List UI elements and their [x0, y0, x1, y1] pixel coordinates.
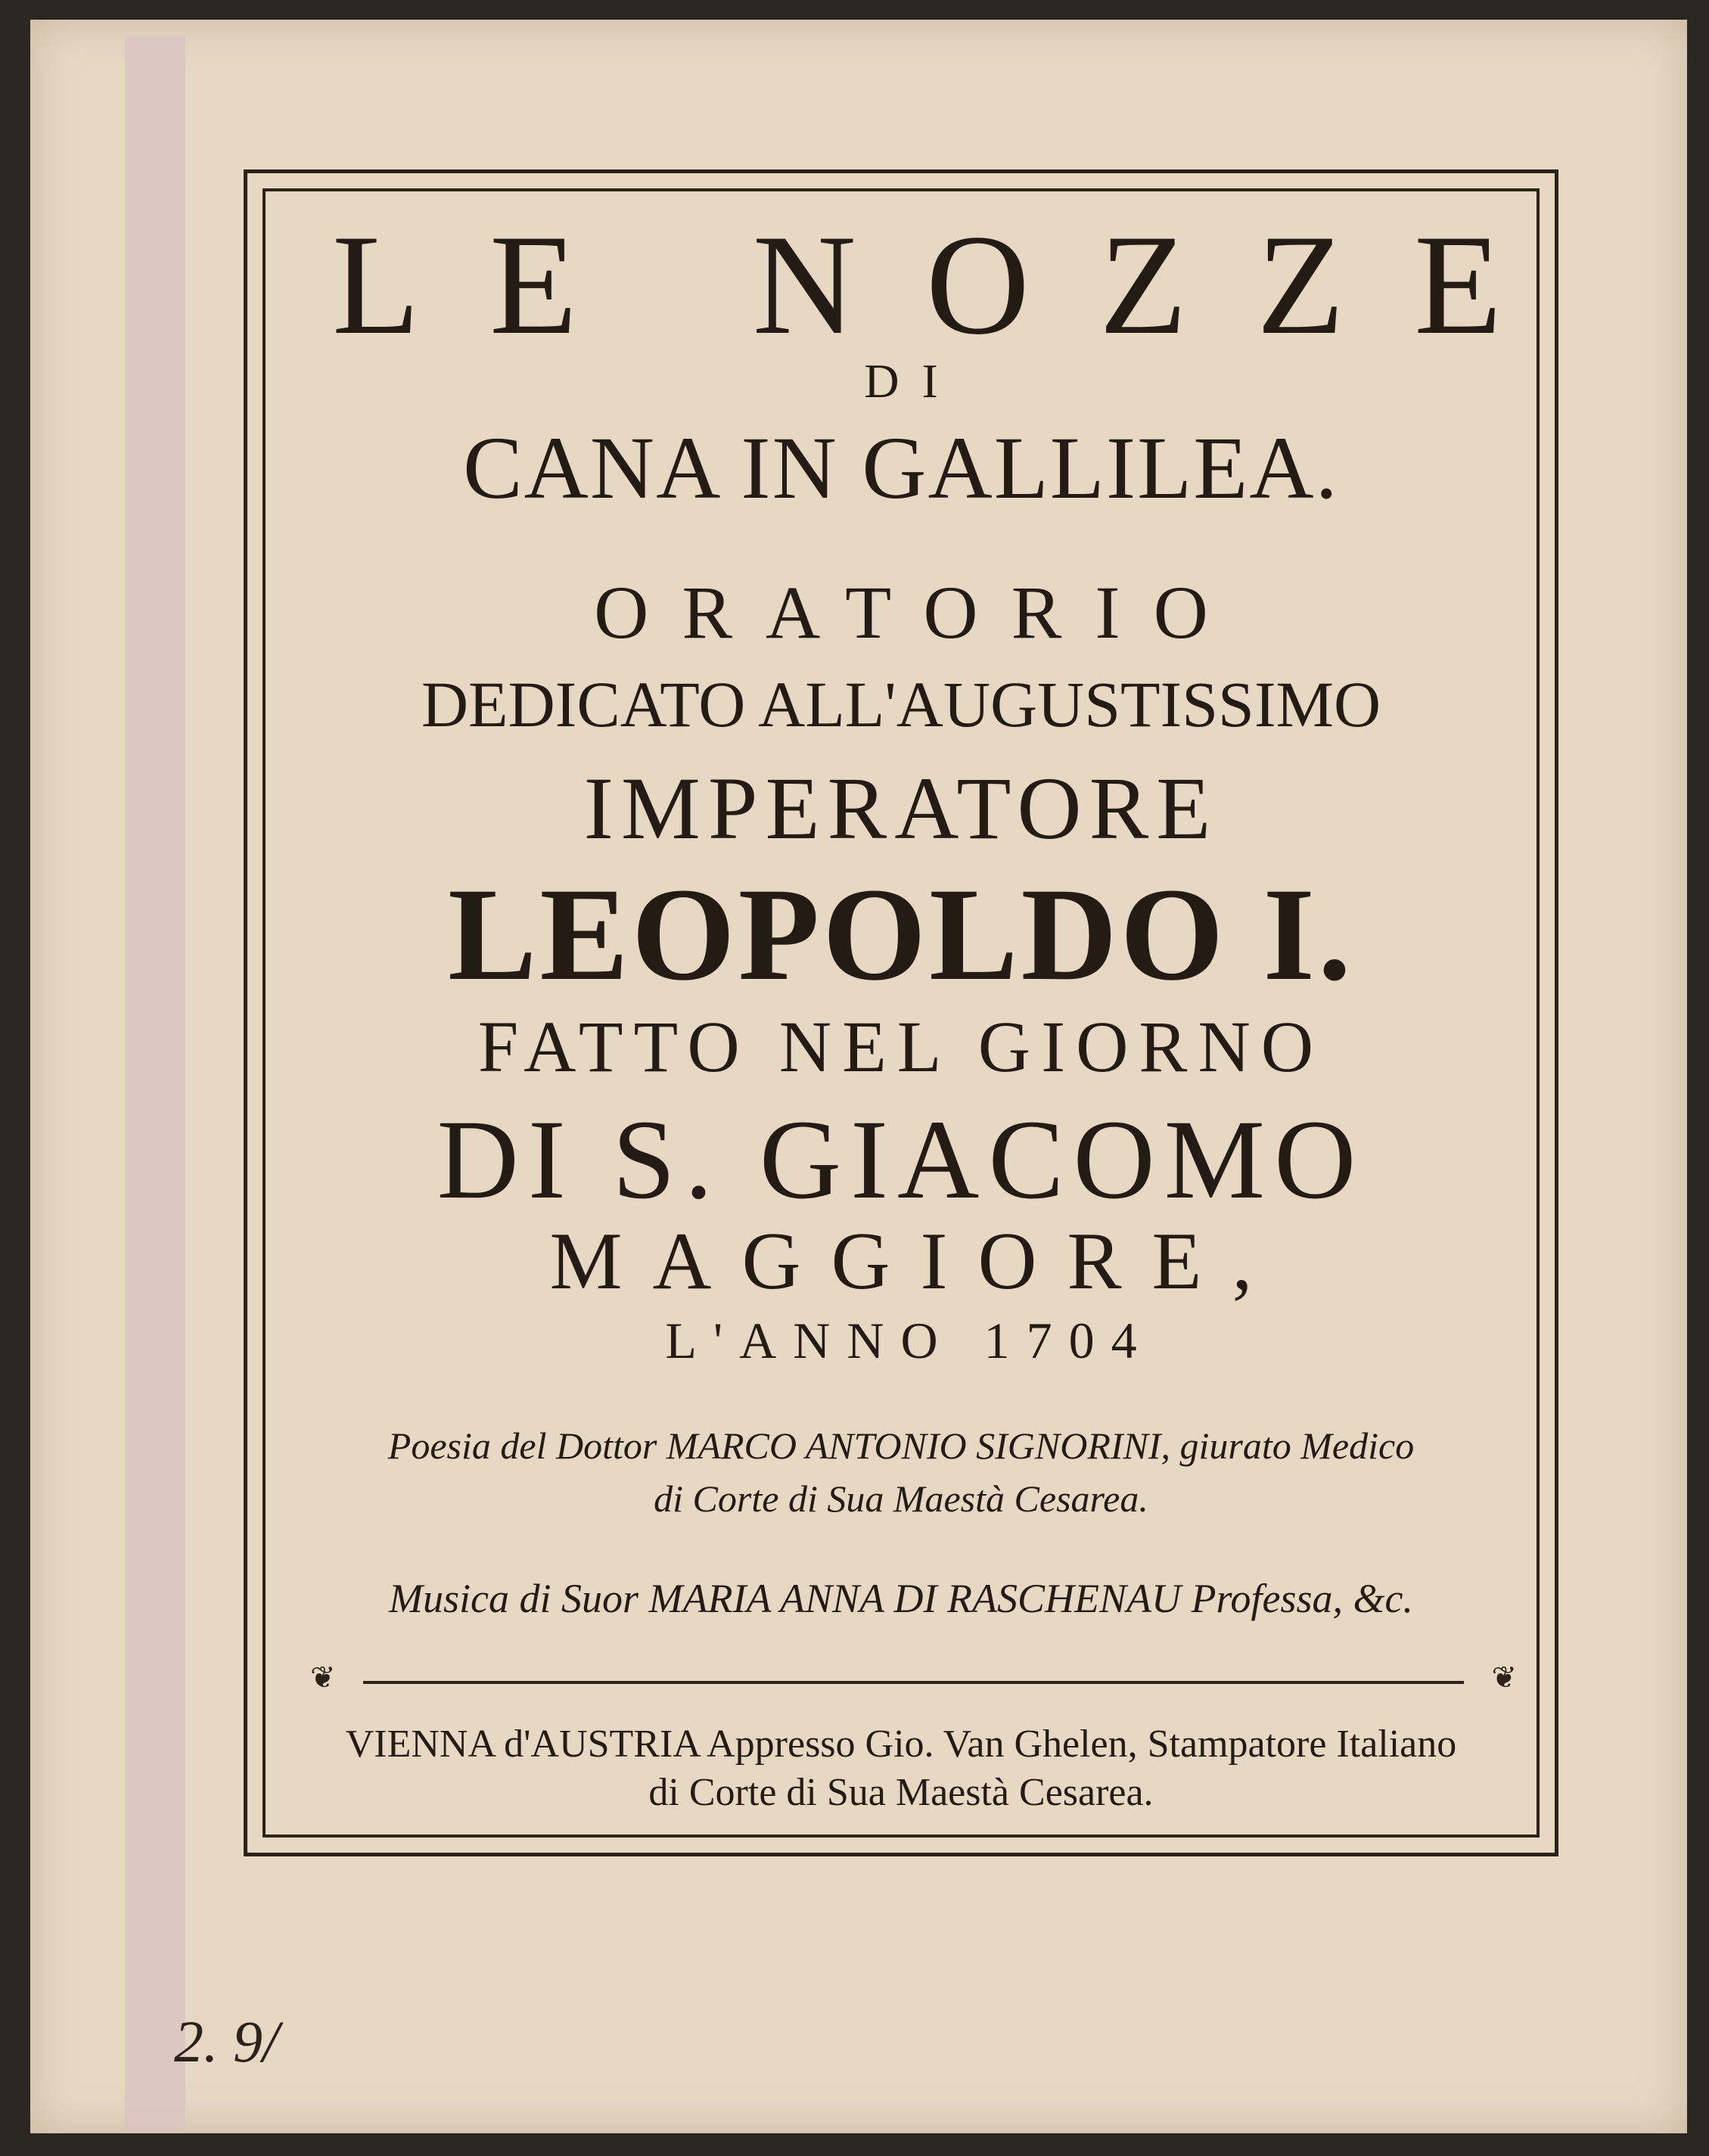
title-line-2: DI	[864, 354, 961, 408]
rule-line	[363, 1681, 1464, 1684]
year-line: L'ANNO 1704	[665, 1312, 1154, 1369]
dedication-line: DEDICATO ALL'AUGUSTISSIMO	[421, 668, 1381, 741]
fleuron-right-icon: ❦	[1491, 1660, 1517, 1695]
music-line: Musica di Suor MARIA ANNA DI RASCHENAU Professa, &c.	[389, 1576, 1413, 1621]
emperor-name: LEOPOLDO I.	[448, 861, 1354, 1008]
emperor-title: IMPERATORE	[583, 759, 1219, 858]
genre-heading: ORATORIO	[594, 570, 1241, 654]
spine-tape	[125, 36, 185, 2130]
imprint-line-1: VIENNA d'AUSTRIA Appresso Gio. Van Ghelen, Stampatore Italiano	[345, 1723, 1457, 1766]
title-line-1: LE NOZZE	[332, 206, 1572, 365]
occasion-line-2: DI S. GIACOMO	[437, 1097, 1366, 1222]
occasion-line-3: MAGGIORE,	[549, 1216, 1283, 1306]
title-line-3: CANA IN GALLILEA.	[462, 418, 1340, 517]
poet-line-1: Poesia del Dottor MARCO ANTONIO SIGNORINI, giurato Medico	[387, 1424, 1415, 1467]
ornamental-rule	[310, 1660, 1517, 1695]
fleuron-left-icon: ❦	[310, 1660, 336, 1695]
imprint-line-2: di Corte di Sua Maestà Cesarea.	[648, 1771, 1154, 1814]
handwritten-shelfmark: 2. 9/	[174, 2008, 279, 2074]
occasion-line-1: FATTO NEL GIORNO	[477, 1006, 1325, 1087]
poet-line-2: di Corte di Sua Maestà Cesarea.	[654, 1477, 1148, 1520]
